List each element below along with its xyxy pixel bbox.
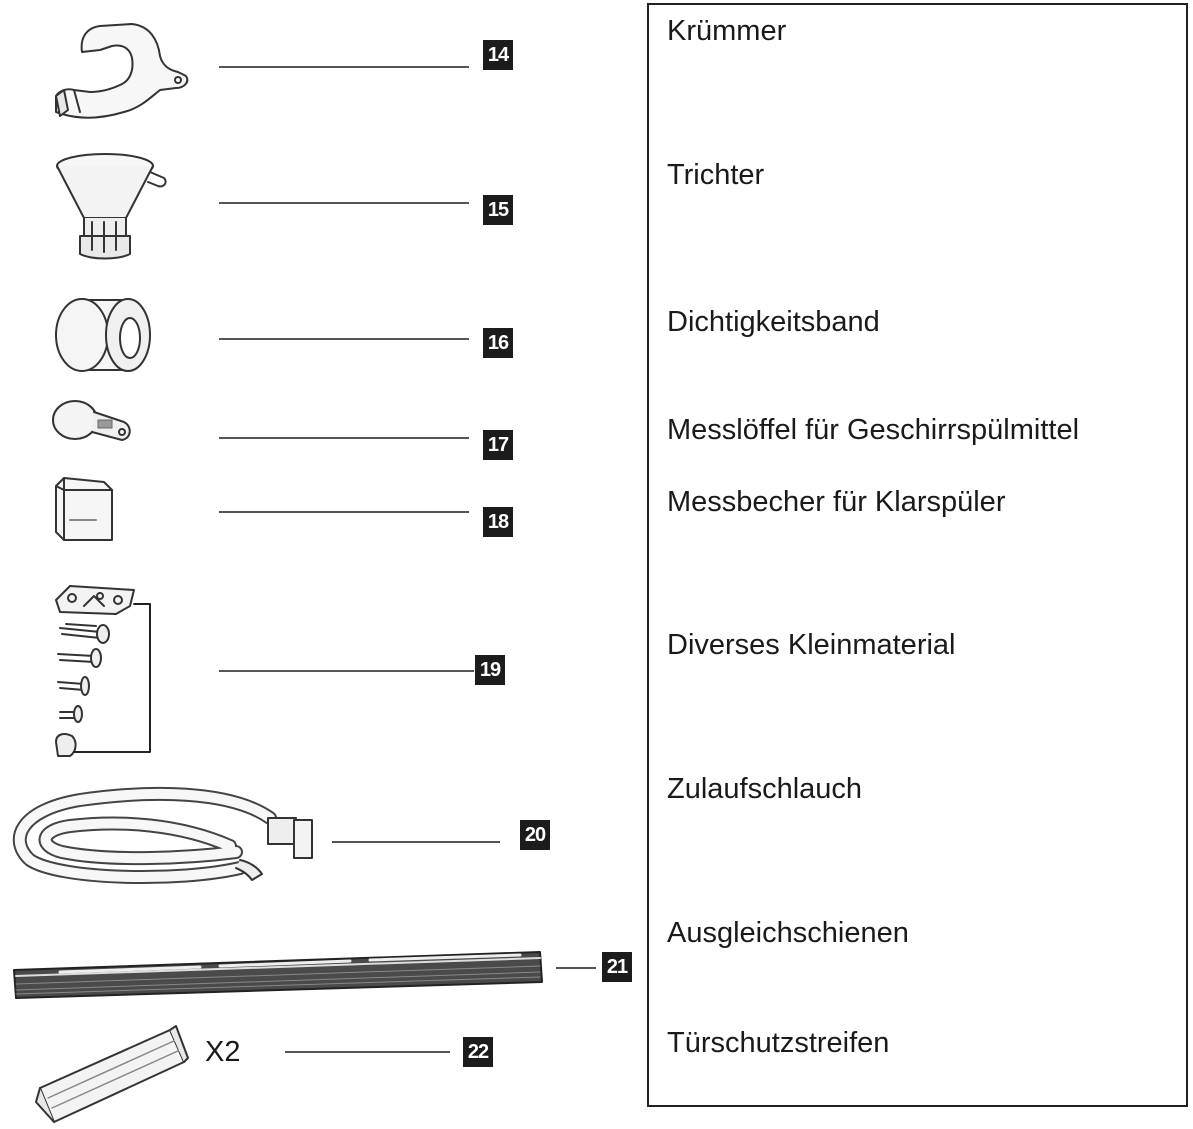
leader-line-18 — [219, 511, 469, 513]
part-number-badge-17: 17 — [483, 430, 513, 460]
measuring-cup-icon — [56, 478, 112, 540]
leader-line-22 — [285, 1051, 450, 1053]
part-label-17: Messlöffel für Geschirrspülmittel — [667, 414, 1080, 446]
leader-line-15 — [219, 202, 469, 204]
part-label-15: Trichter — [667, 159, 765, 191]
part-label-14: Krümmer — [667, 15, 787, 47]
leader-line-20 — [332, 841, 500, 843]
part-label-21: Ausgleichschienen — [667, 917, 909, 949]
leader-line-14 — [219, 66, 469, 68]
funnel-icon — [57, 154, 166, 259]
part-number-badge-19: 19 — [475, 655, 505, 685]
part-number-badge-20: 20 — [520, 820, 550, 850]
sealing-tape-roll-icon — [56, 299, 150, 371]
inlet-hose-icon — [20, 794, 312, 880]
part-number-badge-14: 14 — [483, 40, 513, 70]
door-protection-strip-icon — [36, 1026, 188, 1122]
leader-line-21 — [556, 967, 596, 969]
measuring-spoon-icon — [53, 401, 130, 440]
part-number-badge-21: 21 — [602, 952, 632, 982]
leader-line-17 — [219, 437, 469, 439]
part-number-badge-15: 15 — [483, 195, 513, 225]
leader-line-19 — [219, 670, 474, 672]
quantity-label: X2 — [205, 1036, 241, 1068]
leveling-rail-icon — [14, 952, 542, 998]
part-label-18: Messbecher für Klarspüler — [667, 486, 1006, 518]
part-label-16: Dichtigkeitsband — [667, 306, 880, 338]
part-number-badge-16: 16 — [483, 328, 513, 358]
part-label-19: Diverses Kleinmaterial — [667, 629, 956, 661]
part-number-badge-22: 22 — [463, 1037, 493, 1067]
elbow-bracket-icon — [56, 24, 187, 118]
part-label-20: Zulaufschlauch — [667, 773, 863, 805]
leader-line-16 — [219, 338, 469, 340]
part-label-22: Türschutzstreifen — [667, 1027, 890, 1059]
screws-and-plate-icon — [56, 586, 150, 756]
part-number-badge-18: 18 — [483, 507, 513, 537]
